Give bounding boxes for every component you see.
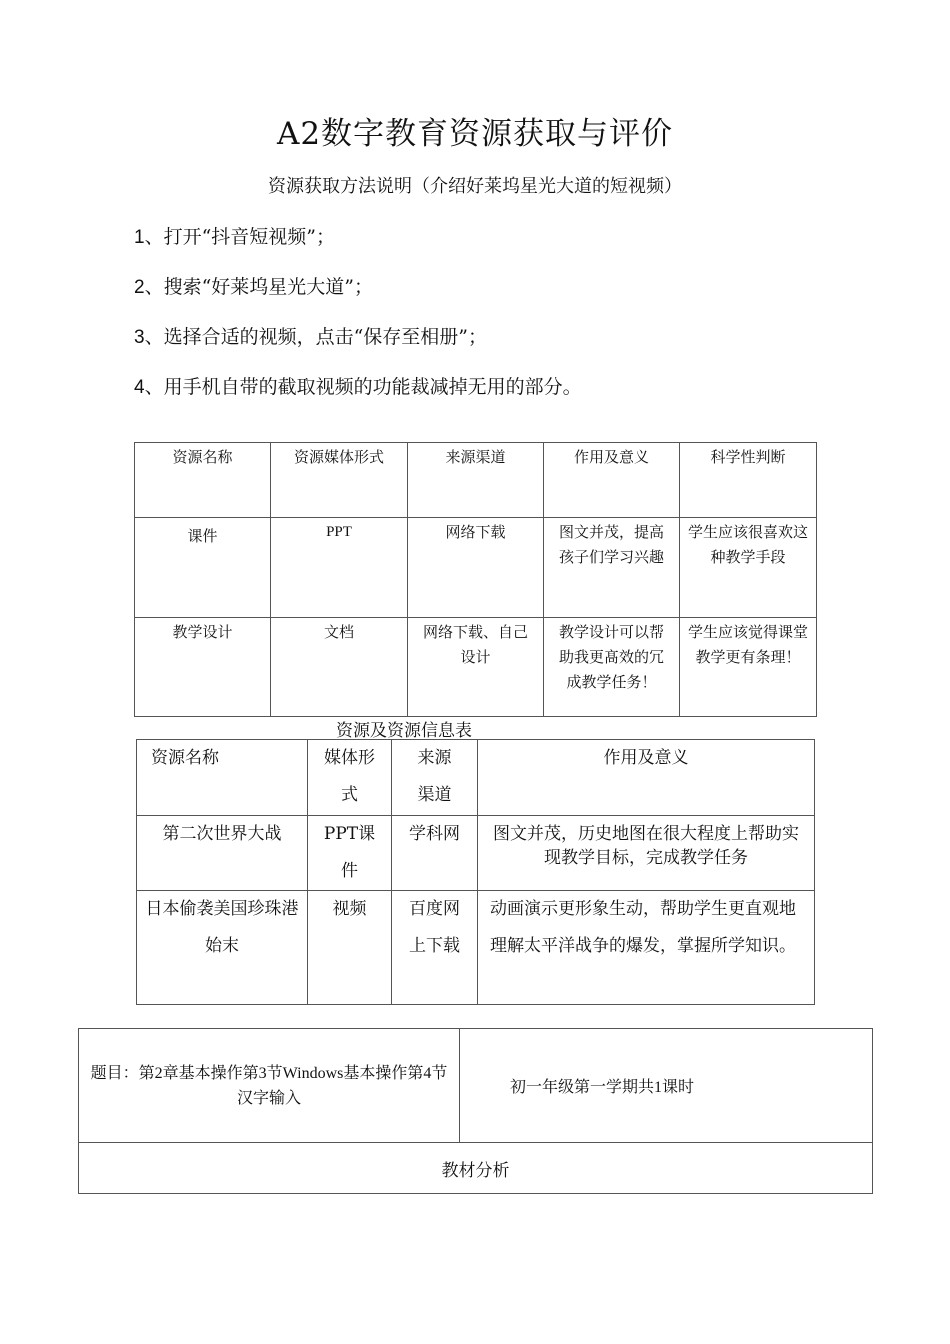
table-header-row bbox=[137, 740, 815, 816]
table-cell: 图文并茂，提高孩子们学习兴趣 bbox=[544, 518, 680, 618]
table-cell: 教学设计 bbox=[135, 618, 271, 717]
table-cell: 图文并茂，历史地图在很大程度上帮助实现教学目标，完成教学任务 bbox=[478, 816, 815, 891]
step-text: 、选择合适的视频，点击“保存至相册”； bbox=[144, 326, 488, 348]
step-text: 、搜索“好莱坞星光大道”； bbox=[144, 276, 374, 298]
table-cell: 学科网 bbox=[392, 816, 478, 891]
table-cell: 视频 bbox=[308, 891, 392, 1005]
table-row bbox=[79, 1143, 873, 1194]
topic-cell: 题目：第2章基本操作第3节Windows基本操作第4节汉字输入 bbox=[79, 1029, 460, 1143]
page-subtitle: 资源获取方法说明（介绍好莱坞星光大道的短视频） bbox=[268, 176, 682, 197]
table-row bbox=[79, 1029, 873, 1143]
table-cell: PPT bbox=[271, 518, 408, 618]
resource-evaluation-table bbox=[134, 442, 817, 717]
table-cell: 日本偷袭美国珍珠港始末 bbox=[137, 891, 308, 1005]
table-header-cell: 媒体形式 bbox=[308, 740, 392, 816]
resource-info-table bbox=[136, 739, 815, 1005]
table-cell: 动画演示更形象生动，帮助学生更直观地理解太平洋战争的爆发，掌握所学知识。 bbox=[478, 891, 815, 1005]
table-header-cell: 资源名称 bbox=[135, 443, 271, 518]
step-3 bbox=[134, 322, 487, 349]
table-row bbox=[137, 816, 815, 891]
table-cell: 网络下载 bbox=[408, 518, 544, 618]
table-row bbox=[135, 618, 817, 717]
table-header-cell: 科学性判断 bbox=[680, 443, 817, 518]
grade-cell: 初一年级第一学期共1课时 bbox=[460, 1029, 873, 1143]
step-4 bbox=[134, 372, 582, 399]
step-number: 4 bbox=[134, 377, 145, 398]
table-row bbox=[135, 518, 817, 618]
table-header-cell: 作用及意义 bbox=[544, 443, 680, 518]
step-2 bbox=[134, 272, 373, 299]
table-header-cell: 资源媒体形式 bbox=[271, 443, 408, 518]
table-header-cell: 资源名称 bbox=[137, 740, 308, 816]
step-text: 、用手机自带的截取视频的功能裁减掉无用的部分。 bbox=[144, 376, 582, 398]
step-number: 2 bbox=[134, 277, 145, 298]
table-cell: 网络下载、自己设计 bbox=[408, 618, 544, 717]
table-cell: PPT课件 bbox=[308, 816, 392, 891]
table-header-cell: 来源渠道 bbox=[392, 740, 478, 816]
table-cell: 课件 bbox=[135, 518, 271, 618]
page-title: A2数字教育资源获取与评价 bbox=[276, 116, 674, 152]
table-header-cell: 作用及意义 bbox=[478, 740, 815, 816]
step-number: 3 bbox=[134, 327, 145, 348]
table-cell: 百度网上下载 bbox=[392, 891, 478, 1005]
table-caption: 资源及资源信息表 bbox=[336, 721, 472, 741]
table-row bbox=[137, 891, 815, 1005]
table-cell: 学生应该觉得课堂教学更有条理！ bbox=[680, 618, 817, 717]
step-number: 1 bbox=[134, 227, 145, 248]
step-1 bbox=[134, 222, 335, 249]
table-header-cell: 来源渠道 bbox=[408, 443, 544, 518]
table-header-row bbox=[135, 443, 817, 518]
step-text: 、打开“抖音短视频”； bbox=[144, 226, 336, 248]
table-cell: 教学设计可以帮助我更髙效的冗成教学任务！ bbox=[544, 618, 680, 717]
analysis-cell: 教材分析 bbox=[79, 1143, 873, 1194]
table-cell: 学生应该很喜欢这种教学手段 bbox=[680, 518, 817, 618]
table-cell: 文档 bbox=[271, 618, 408, 717]
lesson-info-table bbox=[78, 1028, 873, 1194]
table-cell: 第二次世界大战 bbox=[137, 816, 308, 891]
